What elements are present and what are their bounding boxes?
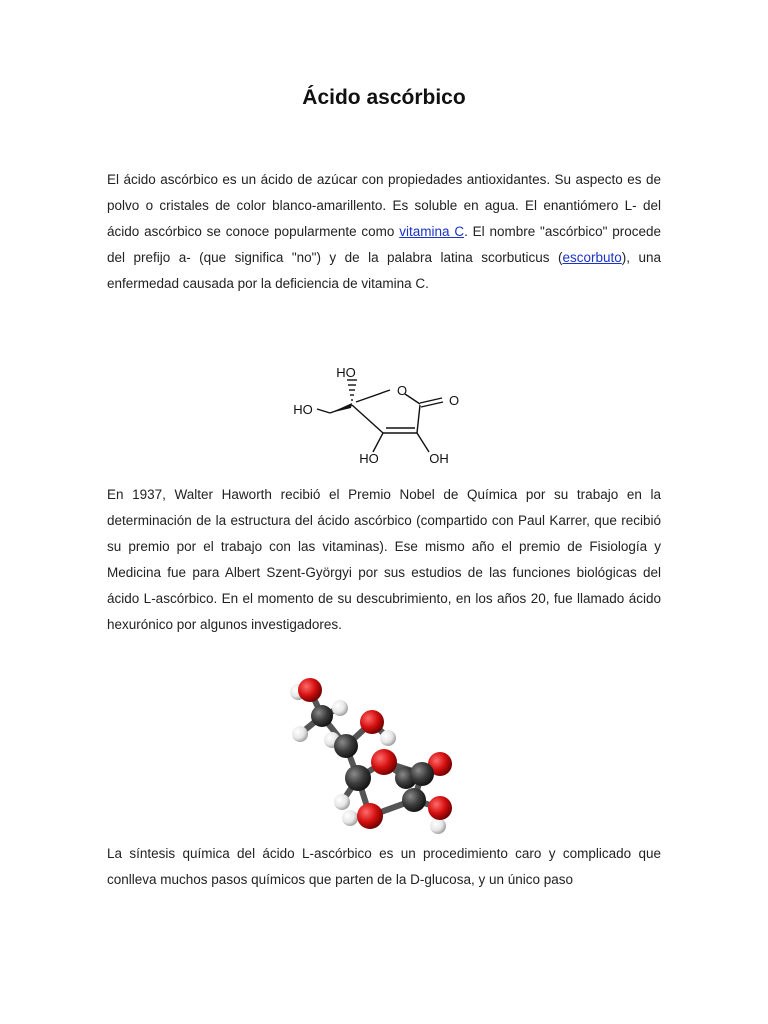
label-oh-bottom: OH <box>429 451 449 466</box>
intro-text-part2: . El nombre "ascórbico" procede del prefijo a- (que significa "no") y de la palabra latina scorbuticus ( <box>107 224 661 265</box>
label-ho-left: HO <box>293 402 313 417</box>
ball-and-stick-model-image <box>280 672 460 842</box>
page-title: Ácido ascórbico <box>302 86 466 109</box>
label-ho-bottom: HO <box>359 451 379 466</box>
label-carbonyl-oxygen: O <box>448 393 460 408</box>
label-ring-oxygen: O <box>396 383 408 398</box>
intro-text-part3: ), una enfermedad causada por la deficiencia de vitamina C. <box>107 250 661 291</box>
paragraph-history: En 1937, Walter Haworth recibió el Premio Nobel de Química por su trabajo en la determinación de la estructura del ácido ascórbico (compartido con Paul Karrer, que recibió su premio por el trabajo con las vitaminas). Ese mismo año el premio de Fisiología y Medicina fue para Albert Szent-Györgyi por sus estudios de las funciones biológicas del ácido L-ascórbico. En el momento de su descubrimiento, en los años 20, fue llamado ácido hexurónico por algunos investigadores. <box>107 487 661 632</box>
paragraph-intro <box>107 167 661 297</box>
ascorbic-acid-structure-diagram <box>285 358 485 474</box>
label-ho-top: HO <box>336 365 356 380</box>
link-vitamina-c[interactable]: vitamina C <box>399 224 465 239</box>
link-escorbuto[interactable]: escorbuto <box>562 250 622 265</box>
intro-text-part1: El ácido ascórbico es un ácido de azúcar con propiedades antioxidantes. Su aspecto es de polvo o cristales de color blanco-amarillento. Es soluble en agua. El enantiómero L- del ácido ascórbico se conoce popularmente como <box>107 172 661 239</box>
paragraph-synthesis: La síntesis química del ácido L-ascórbico es un procedimiento caro y complicado que conlleva muchos pasos químicos que parten de la D-glucosa, y un único paso <box>107 846 661 887</box>
